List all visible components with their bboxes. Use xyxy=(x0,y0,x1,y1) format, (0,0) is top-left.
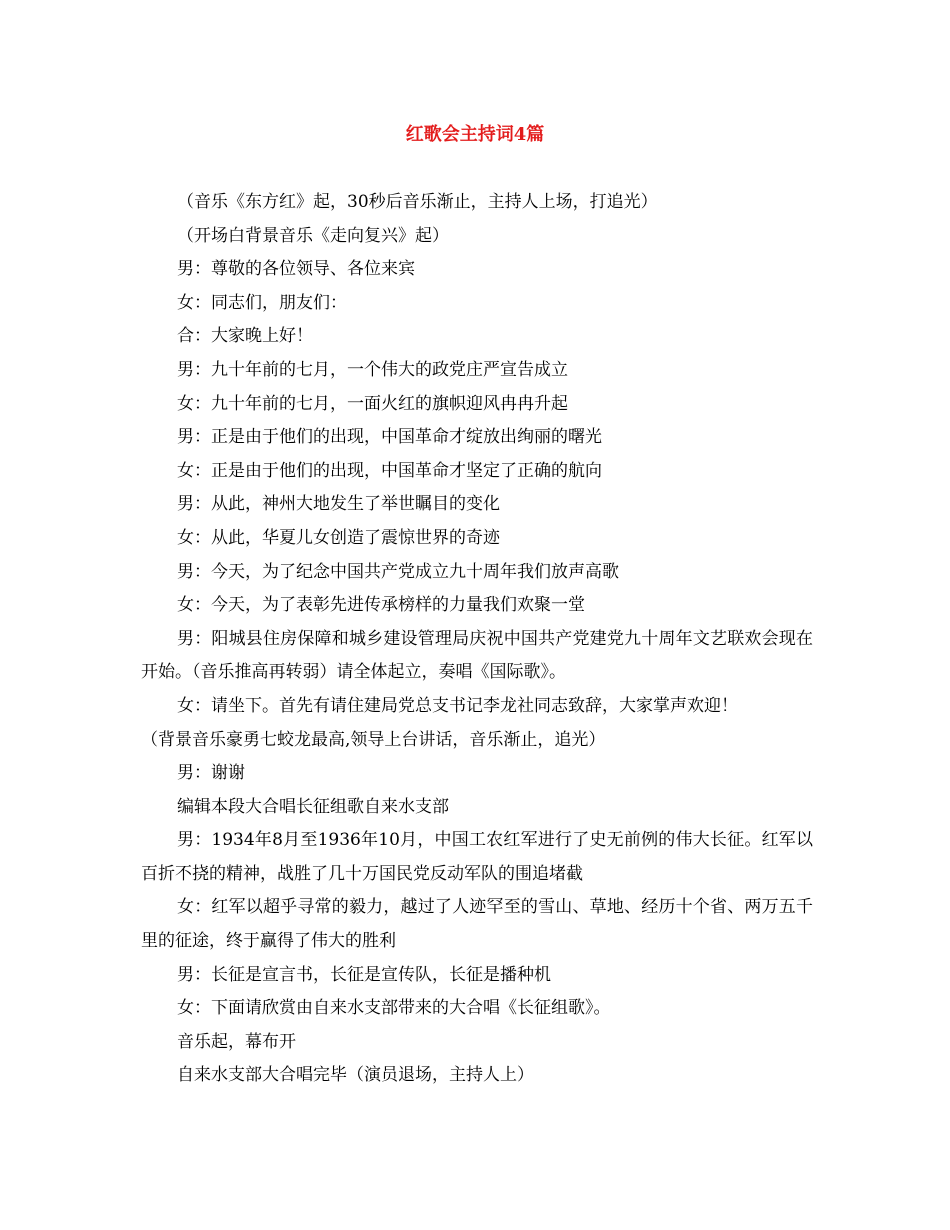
paragraph: 女：九十年前的七月，一面火红的旗帜迎风冉冉升起 xyxy=(177,393,568,414)
paragraph: 男：九十年前的七月，一个伟大的政党庄严宣告成立 xyxy=(177,359,568,380)
paragraph: 男：尊敬的各位领导、各位来宾 xyxy=(177,259,415,280)
paragraph: 女：请坐下。首先有请住建局党总支书记李龙社同志致辞，大家掌声欢迎！ xyxy=(177,695,738,716)
paragraph: 合：大家晚上好！ xyxy=(177,326,313,347)
paragraph: 男：1934年8月至1936年10月，中国工农红军进行了史无前例的伟大长征。红军以百折不挠的精神，战胜了几十万国民党反动军队的围追堵截 xyxy=(141,830,813,884)
paragraph: 女：下面请欣赏由自来水支部带来的大合唱《长征组歌》。 xyxy=(177,998,611,1019)
paragraph: 女：红军以超乎寻常的毅力，越过了人迹罕至的雪山、草地、经历十个省、两万五千里的征途，终于赢得了伟大的胜利 xyxy=(141,897,813,952)
paragraph: 男：阳城县住房保障和城乡建设管理局庆祝中国共产党建党九十周年文艺联欢会现在开始。（音乐推高再转弱）请全体起立，奏唱《国际歌》。 xyxy=(141,628,813,683)
paragraph: 男：谢谢 xyxy=(177,763,245,784)
paragraph: （音乐《东方红》起，30秒后音乐渐止，主持人上场，打追光） xyxy=(177,192,658,212)
paragraph: 女：从此，华夏儿女创造了震惊世界的奇迹 xyxy=(177,527,500,548)
paragraph: 男：今天，为了纪念中国共产党成立九十周年我们放声高歌 xyxy=(177,561,619,582)
paragraph: 女：今天，为了表彰先进传承榜样的力量我们欢聚一堂 xyxy=(177,595,585,616)
paragraph: 音乐起，幕布开 xyxy=(177,1031,296,1052)
paragraph: 女：同志们，朋友们： xyxy=(177,292,347,313)
paragraph: 男：从此，神州大地发生了举世瞩目的变化 xyxy=(177,494,500,515)
paragraph: 男：长征是宣言书，长征是宣传队，长征是播种机 xyxy=(177,964,551,985)
document-body xyxy=(141,186,813,1093)
document-title: 红歌会主持词4篇 xyxy=(405,124,545,145)
paragraph: （开场白背景音乐《走向复兴》起） xyxy=(177,225,449,246)
paragraph: （背景音乐豪勇七蛟龙最高,领导上台讲话，音乐渐止，追光） xyxy=(141,729,606,750)
paragraph: 女：正是由于他们的出现，中国革命才坚定了正确的航向 xyxy=(177,460,602,481)
paragraph: 编辑本段大合唱长征组歌自来水支部 xyxy=(177,796,449,817)
paragraph: 自来水支部大合唱完毕（演员退场，主持人上） xyxy=(177,1065,534,1086)
paragraph: 男：正是由于他们的出现，中国革命才绽放出绚丽的曙光 xyxy=(177,427,602,448)
